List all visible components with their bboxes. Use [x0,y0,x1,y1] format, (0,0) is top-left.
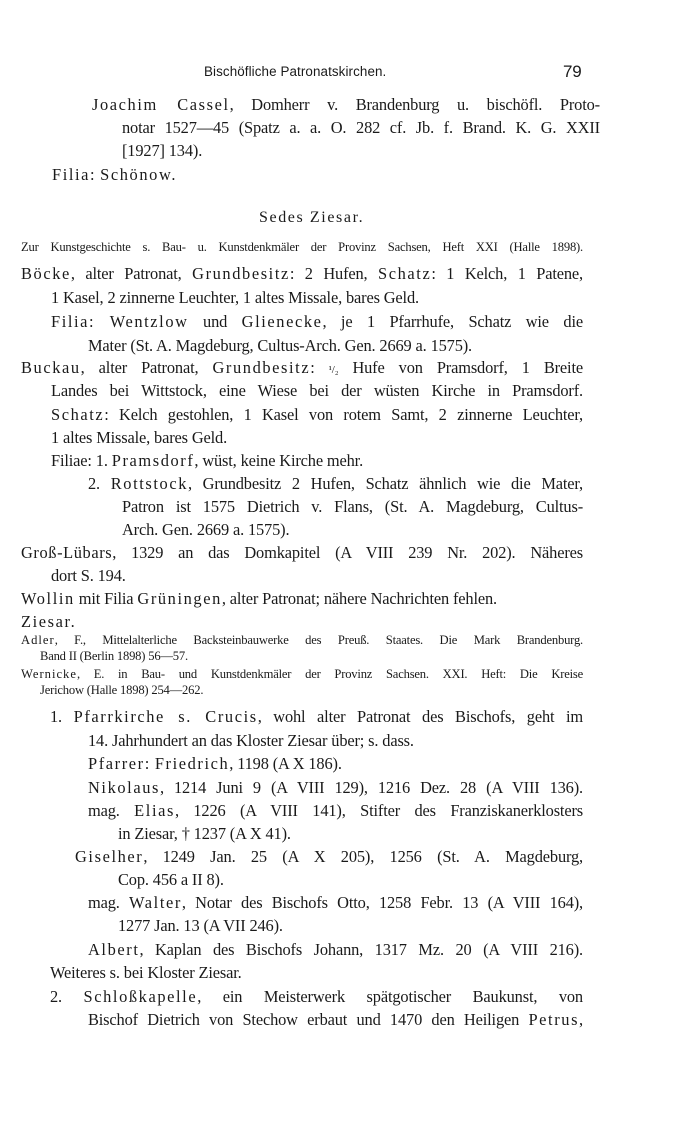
text-line: 1277 Jan. 13 (A VII 246). [118,916,283,935]
reference-line: Band II (Berlin 1898) 56—57. [40,649,188,663]
text-span: , alter Patronat, [70,264,182,283]
term: Schatz [378,264,432,283]
text-line: Cop. 456 a II 8). [118,870,224,889]
text-span: , Notar des Bischofs Otto, 1258 Febr. 13 (A VIII 164), [181,893,584,912]
place-name: Glienecke [241,312,323,331]
term: Schatz [51,405,105,424]
text-line: 14. Jahrhundert an das Kloster Ziesar über; s. dass. [88,731,414,750]
text-line [21,360,583,376]
person-name: Elias [134,801,175,820]
person-name: Petrus [528,1010,580,1029]
text-span: , je 1 Pfarrhufe, Schatz wie die [322,312,583,331]
text-span: , F., Mittelalterliche Backsteinbauwerke des Preuß. Staates. Die Mark Brandenburg. [54,633,583,647]
text-span: : 1 Kelch, 1 Patene, [431,264,583,283]
text-span: 2. [50,987,62,1006]
text-line [51,314,583,330]
text-line [51,453,363,469]
text-span: mag. [88,801,120,820]
text-span: , 1329 an das Domkapitel (A VIII 239 Nr. 202). Näheres [112,543,583,562]
filia-label: Filia: [52,165,97,184]
church-name: Schloßkapelle [83,987,198,1006]
text-line [88,803,583,819]
place-name: Ziesar. [21,612,77,631]
text-line: 1 altes Missale, bares Geld. [51,428,228,447]
text-span: Filiae: 1. [51,451,108,470]
text-span: und [203,312,228,331]
text-span: , alter Patronat; nähere Nachrichten fehlen. [221,589,497,608]
text-line: dort S. 194. [51,566,126,585]
text-line [88,756,342,772]
text-line [21,266,583,282]
text-span: , [579,1010,583,1029]
person-name: Albert [88,940,140,959]
text-span: mag. [88,893,120,912]
text-line [21,591,497,607]
term: Grundbesitz [192,264,290,283]
text-span: , Grundbesitz 2 Hufen, Schatz ähnlich wie die Mater, [187,474,583,493]
text-span: , wohl alter Patronat des Bischofs, geht im [257,707,583,726]
reference-line [21,634,583,647]
text-line [75,849,583,865]
text-line: Mater (St. A. Magdeburg, Cultus-Arch. Gen. 2669 a. 1575). [88,336,473,355]
reference-line: Zur Kunstgeschichte s. Bau- u. Kunstdenkmäler der Provinz Sachsen, Heft XXI (Halle 1898). [21,240,583,254]
filia-label: Filia: [51,312,96,331]
text-line: Patron ist 1575 Dietrich v. Flans, (St. A. Magdeburg, Cultus- [122,497,583,516]
text-line: notar 1527—45 (Spatz a. a. O. 282 cf. Jb. f. Brand. K. G. XXII [122,118,600,137]
text-span: , alter Patronat, [80,358,199,377]
text-line [51,407,583,423]
text-span: Bischof Dietrich von Stechow erbaut und 1470 den Heiligen [88,1010,520,1029]
text-span: , 1249 Jan. 25 (A X 205), 1256 (St. A. Magdeburg, [143,847,583,866]
reference-line: Jerichow (Halle 1898) 254—262. [40,683,204,697]
fraction: ¹/₂ [328,364,339,376]
text-line [50,709,583,725]
text-line [88,1012,583,1028]
person-name: Friedrich [154,754,230,773]
person-name: Joachim Cassel [92,95,230,114]
text-line [88,942,583,958]
pfarrer-label: Pfarrer: [88,754,151,773]
text-span: mit Filia [78,589,134,608]
text-line: in Ziesar, † 1237 (A X 41). [118,824,291,843]
text-span: 1. [50,707,62,726]
running-title: Bischöfliche Patronatskirchen. [204,64,387,79]
place-name: Buckau [21,358,81,377]
text-line [88,780,583,796]
place-name: Wollin [21,589,75,608]
text-line: Weiteres s. bei Kloster Ziesar. [50,963,242,982]
place-name: Böcke [21,264,71,283]
place-name: Wentzlow [109,312,189,331]
text-span: , Kaplan des Bischofs Johann, 1317 Mz. 20 (A VIII 216). [139,940,583,959]
text-span: : Kelch gestohlen, 1 Kasel von rotem Samt, 2 zinnerne Leuchter, [104,405,583,424]
text-line [88,476,583,492]
text-line: Arch. Gen. 2669 a. 1575). [122,520,290,539]
text-line [50,989,583,1005]
page-number: 79 [563,62,582,81]
text-span: , ein Meisterwerk spätgotischer Baukunst, von [197,987,583,1006]
author-name: Adler [21,633,55,647]
text-span: , E. in Bau- und Kunstdenkmäler der Provinz Sachsen. XXI. Heft: Die Kreise [76,667,583,681]
text-span: : [310,358,315,377]
text-line [88,895,583,911]
text-line [92,97,600,113]
place-name: Groß-Lübars [21,543,113,562]
text-span: , 1226 (A VIII 141), Stifter des Franziskanerklosters [174,801,583,820]
text-line [52,167,177,183]
text-span: , 1198 (A X 186). [229,754,342,773]
text-span: 2. [88,474,100,493]
person-name: Walter [129,893,182,912]
text-span: , Domherr v. Brandenburg u. bischöfl. Proto- [229,95,600,114]
author-name: Wernicke [21,667,77,681]
term: Grundbesitz [212,358,311,377]
text-line [21,545,583,561]
place-name: Rottstock [110,474,188,493]
church-name: Pfarrkirche s. Crucis [73,707,258,726]
text-span: , wüst, keine Kirche mehr. [194,451,364,470]
text-span: : 2 Hufen, [289,264,368,283]
reference-line [21,668,583,681]
person-name: Giselher [75,847,144,866]
text-span: Hufe von Pramsdorf, 1 Breite [352,358,583,377]
text-span: , 1214 Juni 9 (A VIII 129), 1216 Dez. 28 (A VIII 136). [159,778,583,797]
person-name: Nikolaus [88,778,160,797]
place-name: Grüningen [137,589,222,608]
text-line: [1927] 134). [122,141,203,160]
text-line: Landes bei Wittstock, eine Wiese bei der wüsten Kirche in Pramsdorf. [51,381,583,400]
text-line: 1 Kasel, 2 zinnerne Leuchter, 1 altes Missale, bares Geld. [51,288,419,307]
place-name: Schönow. [100,165,178,184]
section-heading: Sedes Ziesar. [259,209,365,226]
place-name: Pramsdorf [111,451,195,470]
